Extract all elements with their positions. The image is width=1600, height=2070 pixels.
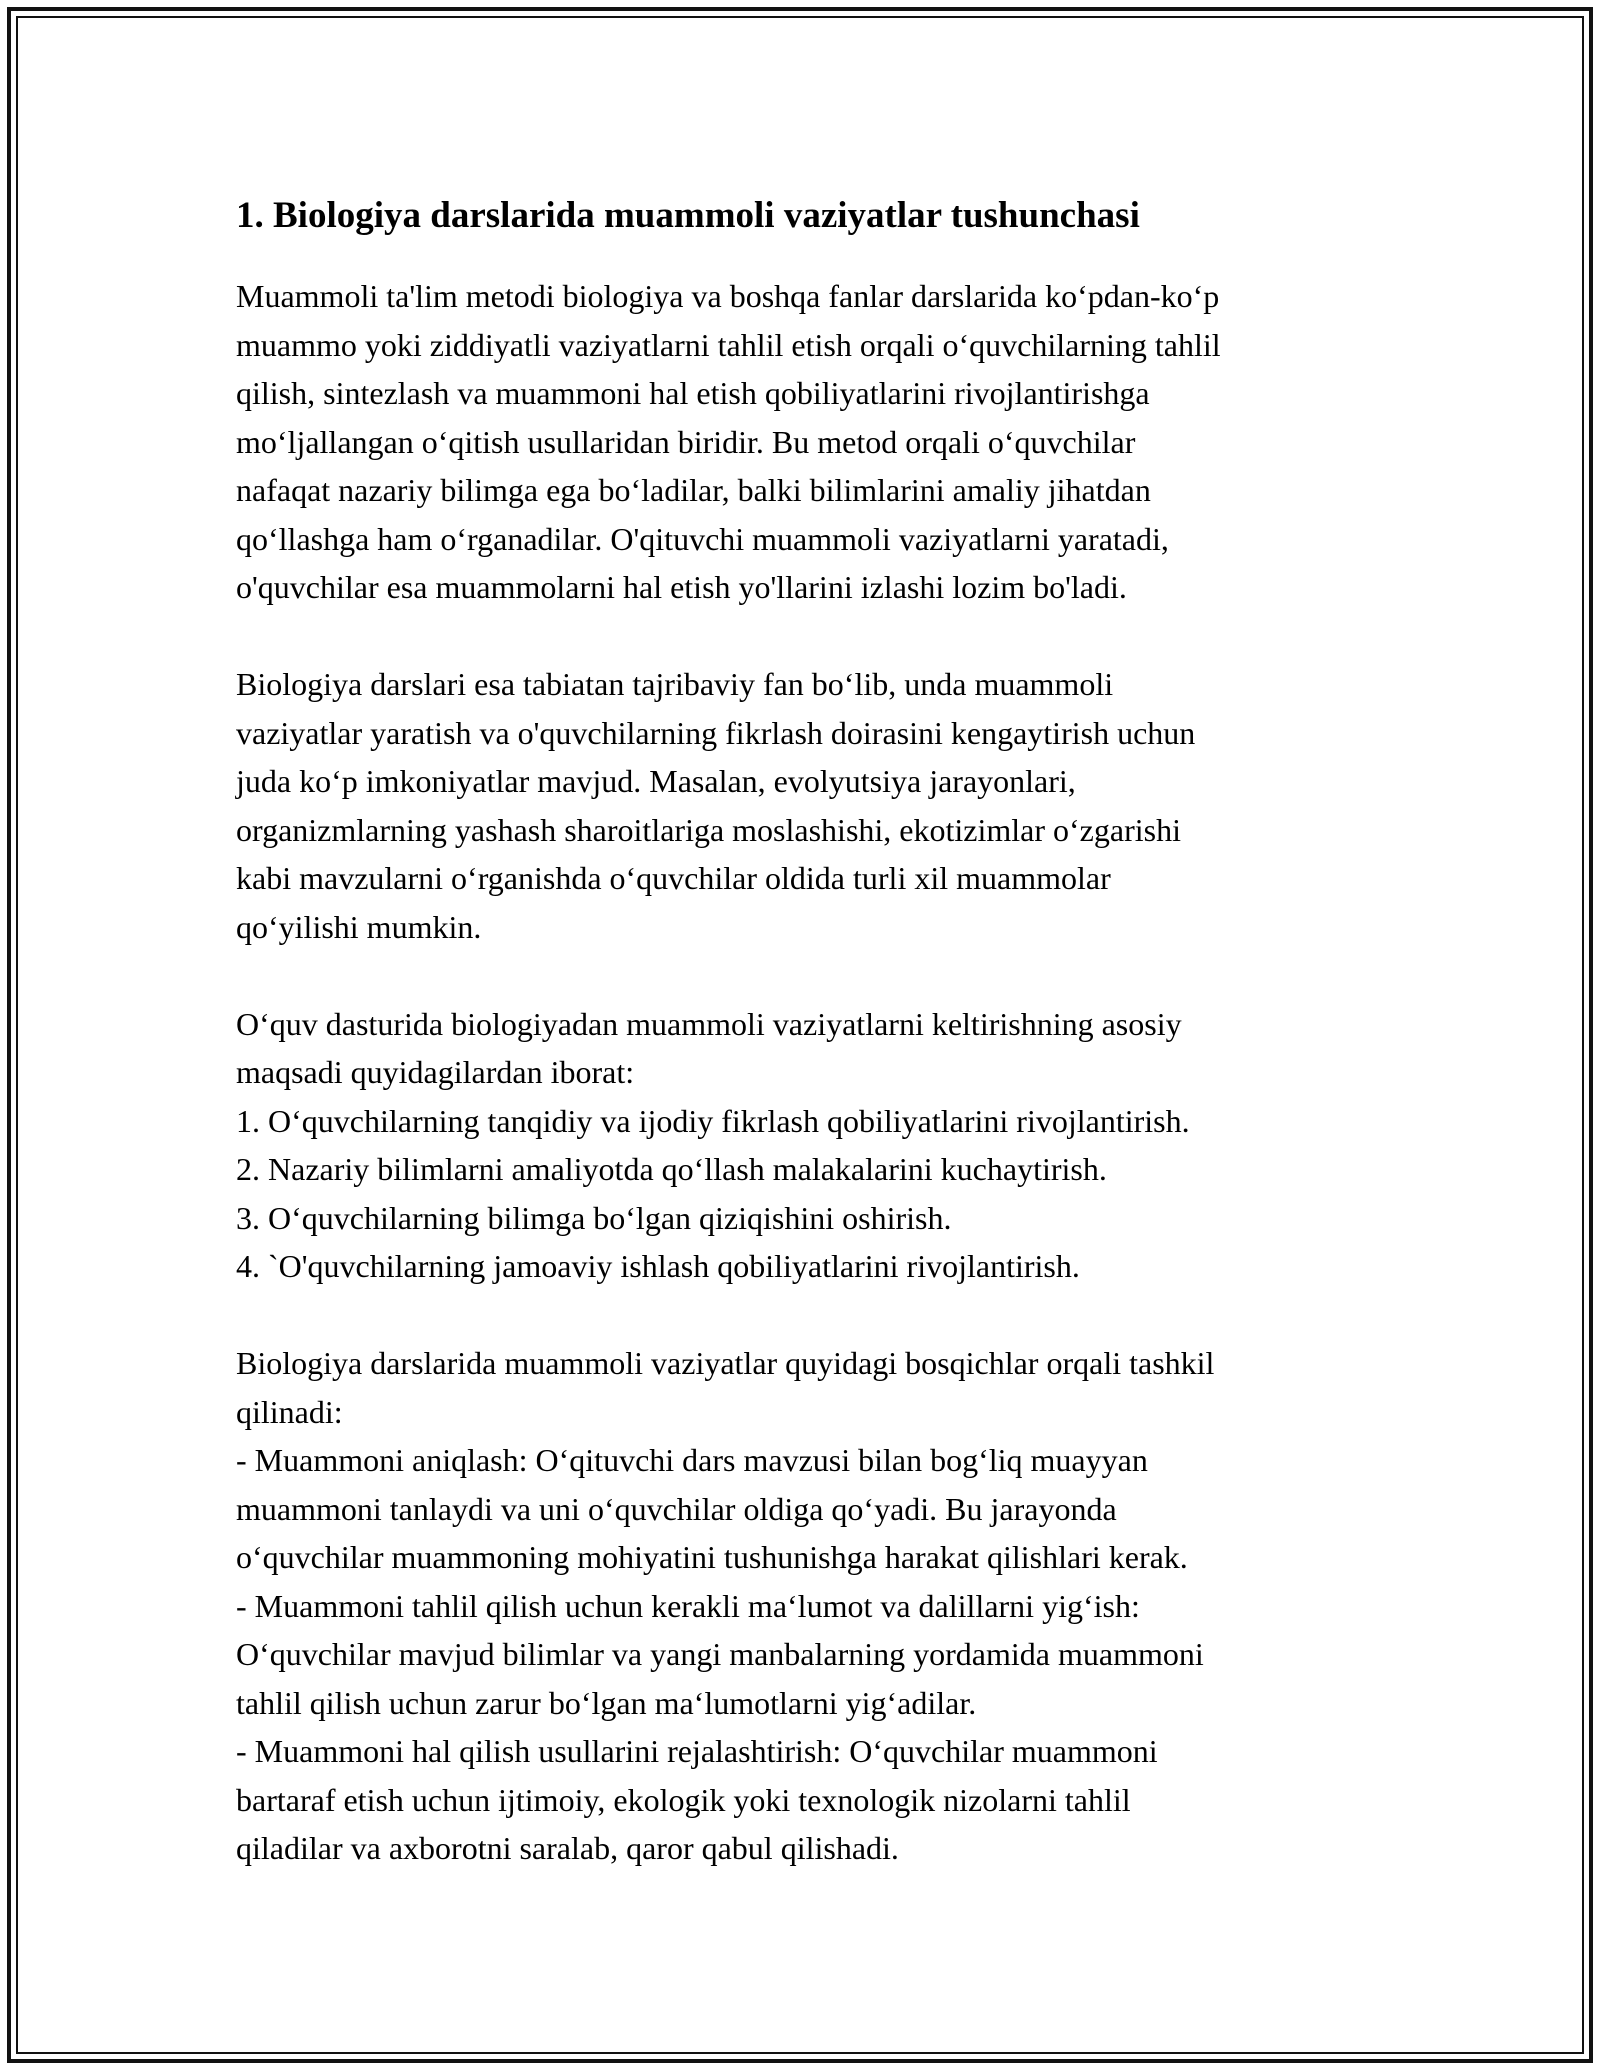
text-line: Biologiya darslari esa tabiatan tajribaviy fan bo‘lib, unda muammoli <box>236 666 1114 702</box>
document-body <box>236 184 1376 1873</box>
paragraph-gap <box>236 612 1376 661</box>
list-item: - Muammoni hal qilish usullarini rejalashtirish: O‘quvchilar muammoni <box>236 1733 1158 1769</box>
paragraph-intro <box>236 272 1376 612</box>
text-line: Biologiya darslarida muammoli vaziyatlar quyidagi bosqichlar orqali tashkil <box>236 1345 1215 1381</box>
list-item: 3. O‘quvchilarning bilimga bo‘lgan qiziqishini oshirish. <box>236 1199 952 1236</box>
list-item: 1. O‘quvchilarning tanqidiy va ijodiy fikrlash qobiliyatlarini rivojlantirish. <box>236 1102 1190 1139</box>
text-line: muammoni tanlaydi va uni o‘quvchilar oldiga qo‘yadi. Bu jarayonda <box>236 1490 1117 1527</box>
paragraph-gap <box>236 951 1376 1000</box>
paragraph-gap <box>236 1291 1376 1340</box>
text-line: O‘quv dasturida biologiyadan muammoli vaziyatlarni keltirishning asosiy <box>236 1005 1182 1042</box>
text-line: kabi mavzularni o‘rganishda o‘quvchilar oldida turli xil muammolar <box>236 860 1111 896</box>
text-line: qo‘llashga ham o‘rganadilar. O'qituvchi muammoli vaziyatlarni yaratadi, <box>236 520 1169 557</box>
text-line: organizmlarning yashash sharoitlariga moslashishi, ekotizimlar o‘zgarishi <box>236 811 1181 848</box>
text-line: tahlil qilish uchun zarur bo‘lgan ma‘lumotlarni yig‘adilar. <box>236 1684 977 1721</box>
text-line: muammo yoki ziddiyatli vaziyatlarni tahlil etish orqali o‘quvchilarning tahlil <box>236 326 1221 363</box>
list-item: 4. `O'quvchilarning jamoaviy ishlash qobiliyatlarini rivojlantirish. <box>236 1248 1080 1284</box>
text-line: qo‘yilishi mumkin. <box>236 908 482 945</box>
section-heading: 1. Biologiya darslarida muammoli vaziyatlar tushunchasi <box>236 195 1140 236</box>
paragraph-stages <box>236 1339 1376 1873</box>
text-line: qilish, sintezlash va muammoni hal etish qobiliyatlarini rivojlantirishga <box>236 375 1150 411</box>
list-item: 2. Nazariy bilimlarni amaliyotda qo‘llash malakalarini kuchaytirish. <box>236 1151 1107 1187</box>
list-item: - Muammoni aniqlash: O‘qituvchi dars mavzusi bilan bog‘liq muayyan <box>236 1442 1148 1478</box>
list-item: - Muammoni tahlil qilish uchun kerakli ma‘lumot va dalillarni yig‘ish: <box>236 1587 1140 1624</box>
paragraph-biology-lessons <box>236 660 1376 951</box>
text-line: Muammoli ta'lim metodi biologiya va boshqa fanlar darslarida ko‘pdan-ko‘p <box>236 278 1220 314</box>
text-line: o'quvchilar esa muammolarni hal etish yo'llarini izlashi lozim bo'ladi. <box>236 569 1127 605</box>
paragraph-goals-list <box>236 1000 1376 1291</box>
text-line: mo‘ljallangan o‘qitish usullaridan biridir. Bu metod orqali o‘quvchilar <box>236 423 1136 460</box>
text-line: o‘quvchilar muammoning mohiyatini tushunishga harakat qilishlari kerak. <box>236 1539 1188 1575</box>
text-line: bartaraf etish uchun ijtimoiy, ekologik yoki texnologik nizolarni tahlil <box>236 1781 1131 1818</box>
text-line: O‘quvchilar mavjud bilimlar va yangi manbalarning yordamida muammoni <box>236 1636 1204 1672</box>
text-line: vaziyatlar yaratish va o'quvchilarning fikrlash doirasini kengaytirish uchun <box>236 714 1196 751</box>
text-line: nafaqat nazariy bilimga ega bo‘ladilar, balki bilimlarini amaliy jihatdan <box>236 472 1151 508</box>
text-line: juda ko‘p imkoniyatlar mavjud. Masalan, evolyutsiya jarayonlari, <box>236 763 1076 799</box>
text-line: qilinadi: <box>236 1393 343 1430</box>
text-line: maqsadi quyidagilardan iborat: <box>236 1054 635 1090</box>
text-line: qiladilar va axborotni saralab, qaror qabul qilishadi. <box>236 1830 899 1866</box>
